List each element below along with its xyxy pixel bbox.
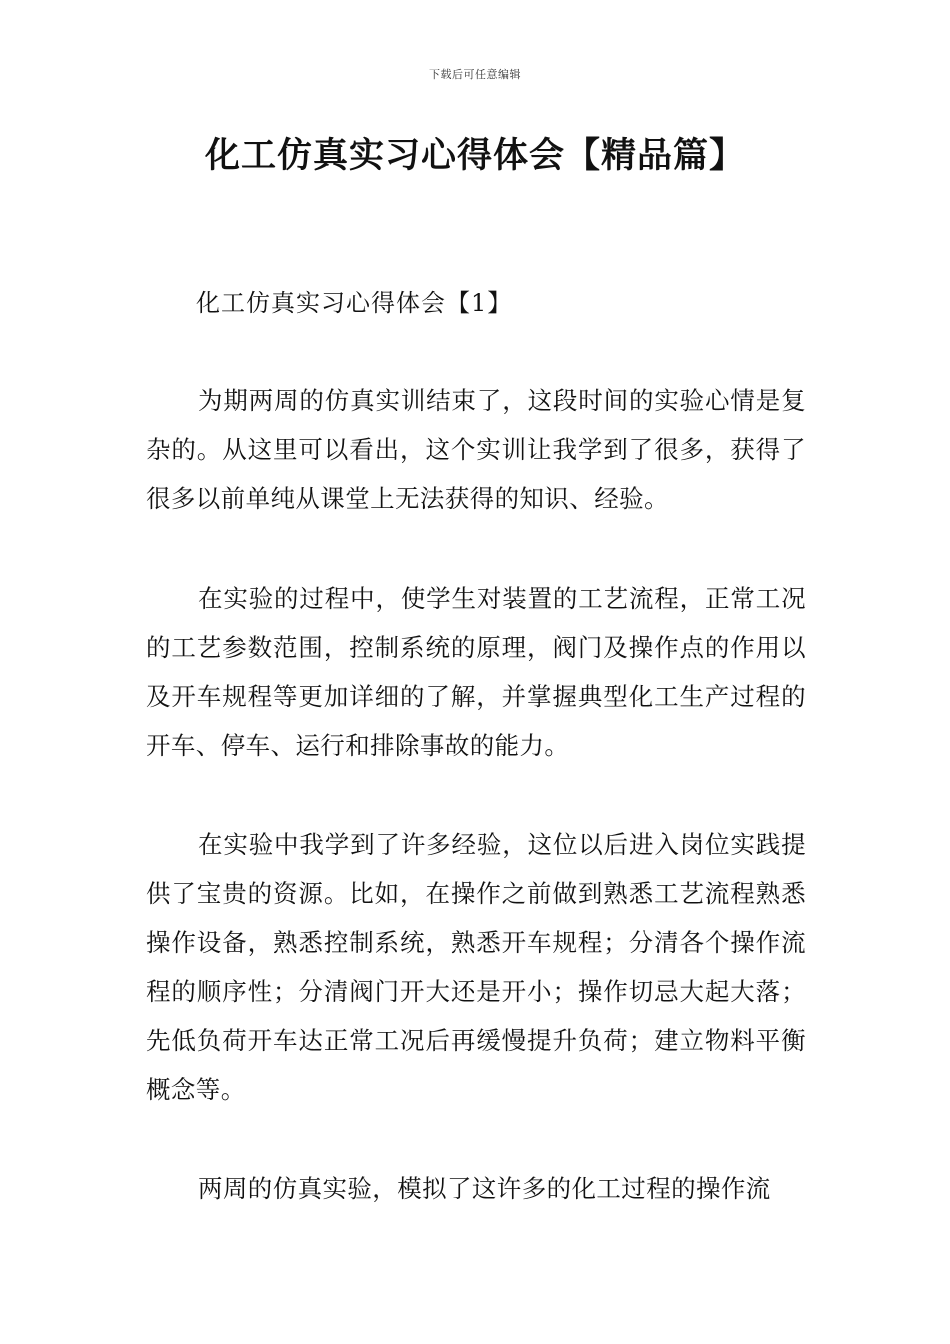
paragraph-1: 为期两周的仿真实训结束了，这段时间的实验心情是复杂的。从这里可以看出，这个实训让我学到了很多，获得了很多以前单纯从课堂上无法获得的知识、经验。 <box>146 386 806 513</box>
paragraph-3: 在实验中我学到了许多经验，这位以后进入岗位实践提供了宝贵的资源。比如，在操作之前做到熟悉工艺流程熟悉操作设备，熟悉控制系统，熟悉开车规程；分清各个操作流程的顺序性；分清阀门开大还是开小；操作切忌大起大落；先低负荷开车达正常工况后再缓慢提升负荷；建立物料平衡概念等。 <box>146 830 806 1104</box>
document-title: 化工仿真实习心得体会【精品篇】 <box>204 136 745 176</box>
header-note: 下载后可任意编辑 <box>429 68 521 81</box>
section-heading: 化工仿真实习心得体会【1】 <box>196 289 513 317</box>
paragraph-2: 在实验的过程中，使学生对装置的工艺流程，正常工况的工艺参数范围，控制系统的原理，阀门及操作点的作用以及开车规程等更加详细的了解，并掌握典型化工生产过程的开车、停车、运行和排除事故的能力。 <box>146 584 806 760</box>
paragraph-4: 两周的仿真实验，模拟了这许多的化工过程的操作流 <box>198 1174 771 1203</box>
